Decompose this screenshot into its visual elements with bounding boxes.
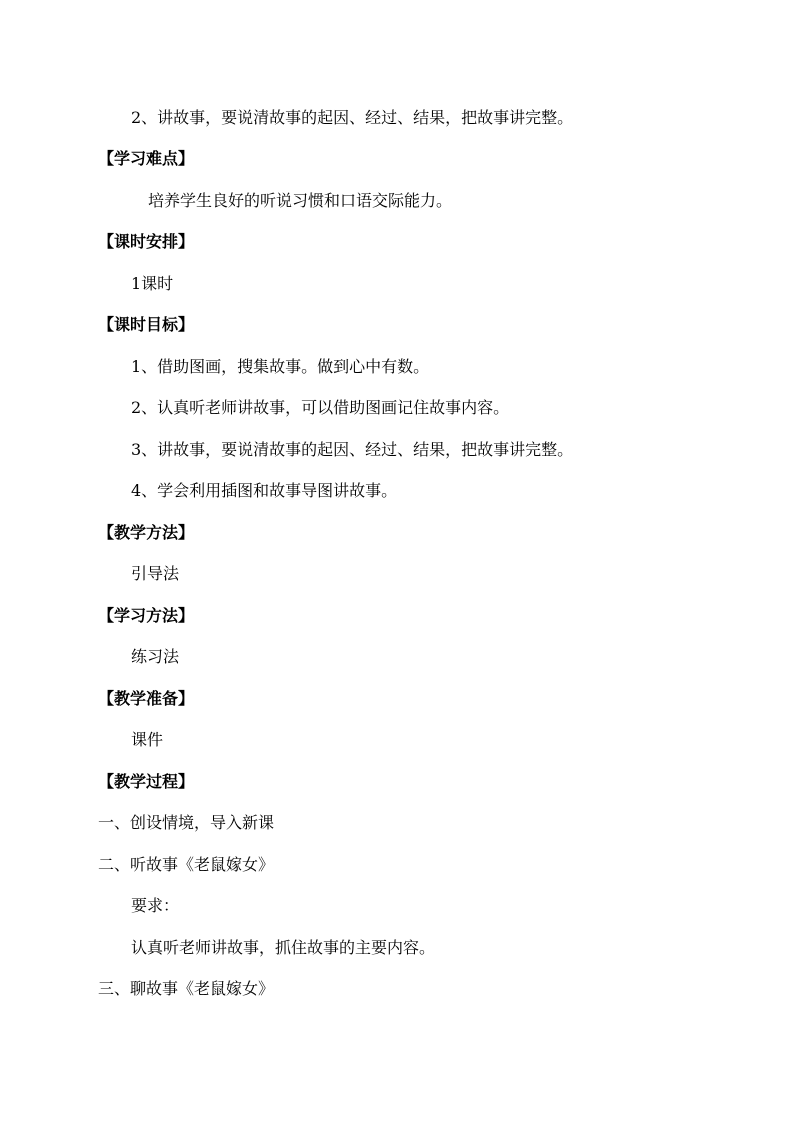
section-heading-difficulty: 【学习难点】 xyxy=(98,149,195,168)
section-heading-process: 【教学过程】 xyxy=(98,772,195,791)
section-heading-learning-method: 【学习方法】 xyxy=(98,606,195,625)
objective-line: 4、学会利用插图和故事导图讲故事。 xyxy=(131,481,398,500)
learning-method-text: 练习法 xyxy=(131,647,180,666)
difficulty-text: 培养学生良好的听说习惯和口语交际能力。 xyxy=(148,191,453,210)
section-heading-preparation: 【教学准备】 xyxy=(98,689,195,708)
process-step: 三、聊故事《老鼠嫁女》 xyxy=(98,979,275,998)
objective-line: 2、认真听老师讲故事，可以借助图画记住故事内容。 xyxy=(131,398,510,417)
section-heading-objectives: 【课时目标】 xyxy=(98,315,195,334)
requirement-text: 认真听老师讲故事，抓住故事的主要内容。 xyxy=(131,938,436,957)
teaching-method-text: 引导法 xyxy=(131,564,180,583)
objective-line: 3、讲故事，要说清故事的起因、经过、结果，把故事讲完整。 xyxy=(131,440,574,459)
requirement-label: 要求： xyxy=(131,896,180,915)
schedule-text: 1课时 xyxy=(131,274,174,293)
process-step: 二、听故事《老鼠嫁女》 xyxy=(98,855,275,874)
preparation-text: 课件 xyxy=(131,730,164,749)
objective-line: 1、借助图画，搜集故事。做到心中有数。 xyxy=(131,357,430,376)
process-step: 一、创设情境，导入新课 xyxy=(98,813,275,832)
section-heading-schedule: 【课时安排】 xyxy=(98,232,195,251)
section-heading-teaching-method: 【教学方法】 xyxy=(98,523,195,542)
objective-line: 2、讲故事，要说清故事的起因、经过、结果，把故事讲完整。 xyxy=(131,108,574,127)
